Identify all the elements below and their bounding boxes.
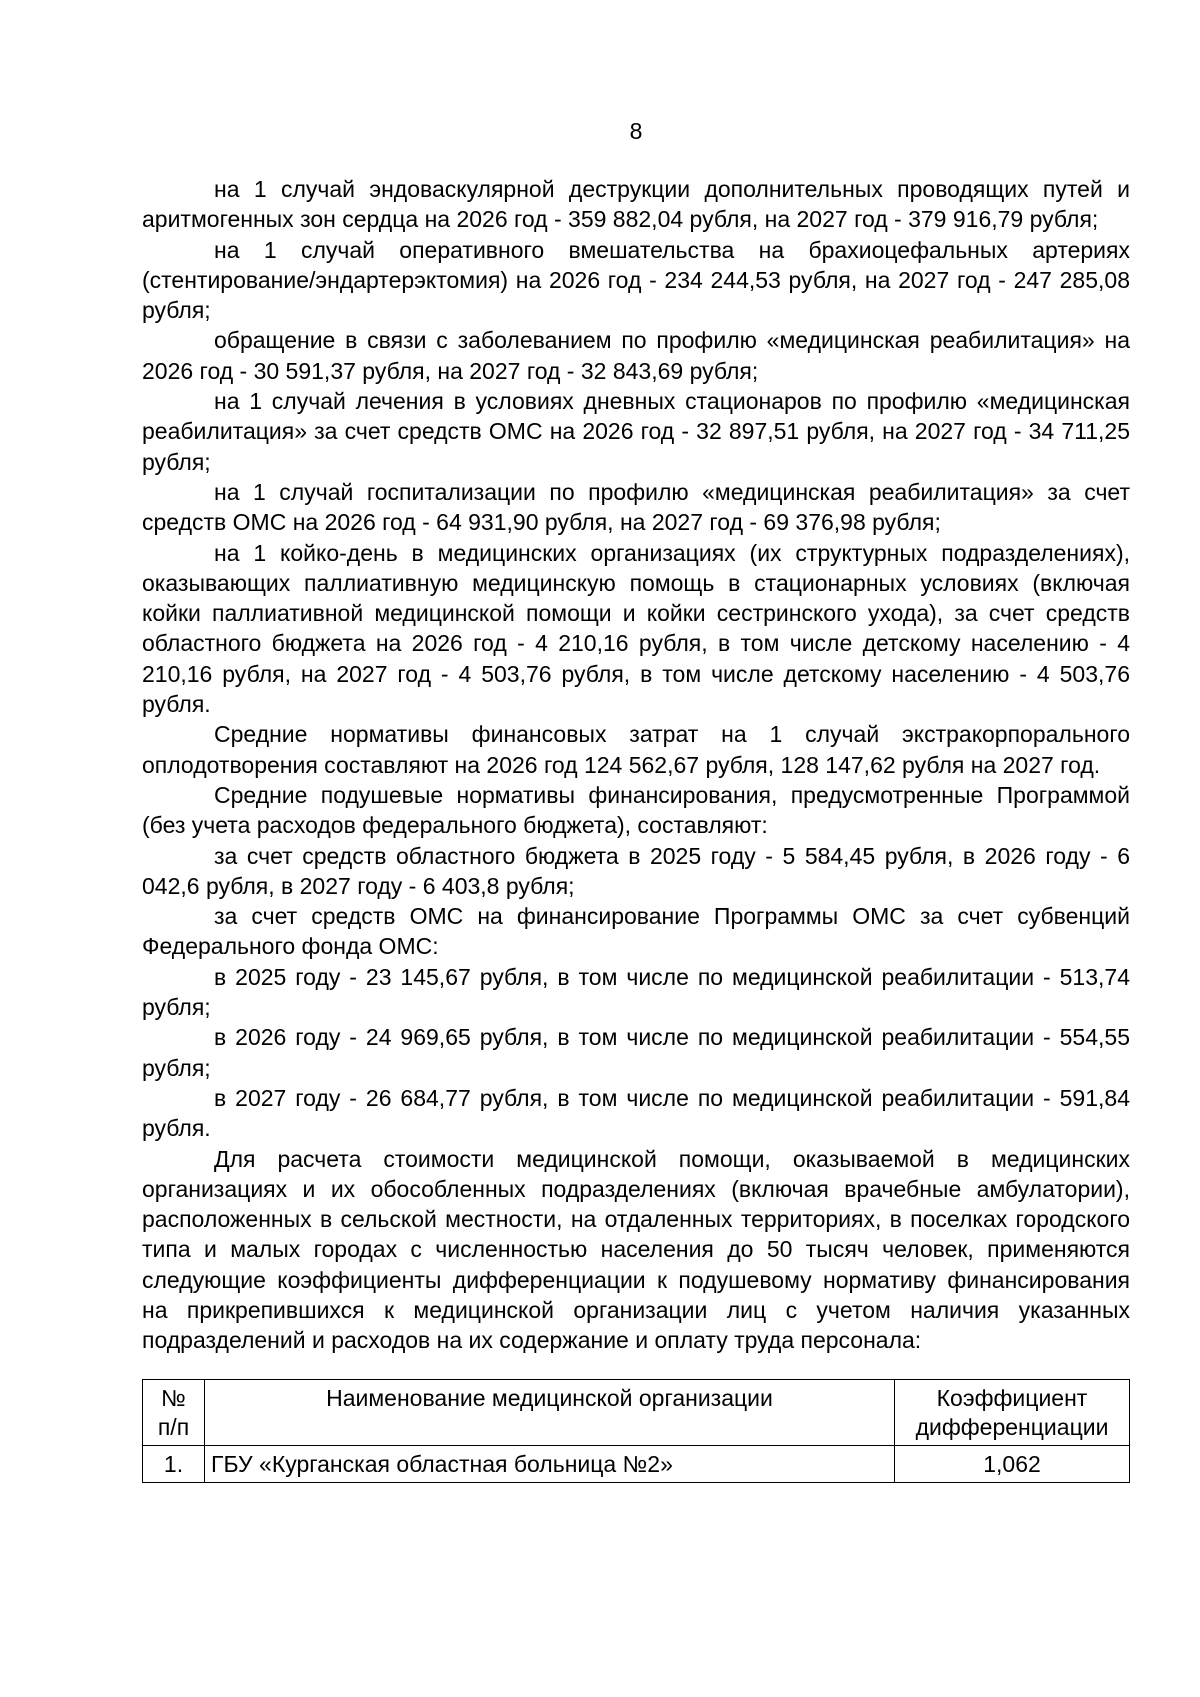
paragraph-oms-subventions: за счет средств ОМС на финансирование Программы ОМС за счет субвенций Федерального фонда ОМС: bbox=[142, 903, 1130, 960]
paragraph-oms-2026: в 2026 году - 24 969,65 рубля, в том числе по медицинской реабилитации - 554,55 рубля; bbox=[142, 1024, 1130, 1081]
table-row bbox=[143, 1445, 1130, 1482]
header-number: № п/п bbox=[143, 1379, 205, 1445]
row-coefficient: 1,062 bbox=[895, 1445, 1130, 1482]
paragraph-oms-2027: в 2027 году - 26 684,77 рубля, в том числе по медицинской реабилитации - 591,84 рубля. bbox=[142, 1084, 1130, 1142]
table-header-row bbox=[143, 1379, 1130, 1445]
paragraph-differentiation-coefficients: Для расчета стоимости медицинской помощи, оказываемой в медицинских организациях и их обособленных подразделениях (включая врачебные амбулатории), расположенных в сельской местности, на отдаленных территориях, в поселках городского типа и малых городах с численностью населения до 50 тысяч человек, применяются следующие коэффициенты дифференциации к подушевому нормативу финансирования на прикрепившихся к медицинской организации лиц с учетом наличия указанных подразделений и расходов на их содержание и оплату труда персонала: bbox=[142, 1145, 1130, 1354]
row-organization-name: ГБУ «Курганская областная больница №2» bbox=[205, 1445, 895, 1482]
paragraph-rehab-visit-cost: обращение в связи с заболеванием по профилю «медицинская реабилитация» на 2026 год - 30 591,37 рубля, на 2027 год - 32 843,69 рубля; bbox=[142, 327, 1130, 384]
coefficient-table bbox=[142, 1379, 1130, 1483]
paragraph-rehab-hospitalization-cost: на 1 случай госпитализации по профилю «медицинская реабилитация» за счет средств ОМС на 2026 год - 64 931,90 рубля, на 2027 год - 69 376,98 рубля; bbox=[142, 478, 1130, 536]
paragraph-oms-2025: в 2025 году - 23 145,67 рубля, в том числе по медицинской реабилитации - 513,74 рубля; bbox=[142, 963, 1130, 1021]
paragraph-regional-budget: за счет средств областного бюджета в 2025 году - 5 584,45 рубля, в 2026 году - 6 042,6 рубля, в 2027 году - 6 403,8 рубля; bbox=[142, 842, 1130, 899]
page-number: 8 bbox=[629, 118, 643, 144]
row-number: 1. bbox=[143, 1445, 205, 1482]
paragraph-ablation-cost: на 1 случай эндоваскулярной деструкции дополнительных проводящих путей и аритмогенных зон сердца на 2026 год - 359 882,04 рубля, на 2027 год - 379 916,79 рубля; bbox=[142, 176, 1130, 233]
header-coefficient: Коэффициент дифференциации bbox=[895, 1379, 1130, 1445]
paragraph-per-capita-intro: Средние подушевые нормативы финансирования, предусмотренные Программой (без учета расходов федерального бюджета), составляют: bbox=[142, 781, 1130, 839]
document-body bbox=[142, 174, 1130, 1356]
paragraph-brachiocephalic-cost: на 1 случай оперативного вмешательства на брахиоцефальных артериях (стентирование/эндартерэктомия) на 2026 год - 234 244,53 рубля, на 2027 год - 247 285,08 рубля; bbox=[142, 236, 1130, 324]
paragraph-ivf-cost: Средние нормативы финансовых затрат на 1 случай экстракорпорального оплодотворения составляют на 2026 год 124 562,67 рубля, 128 147,62 рубля на 2027 год. bbox=[142, 721, 1130, 778]
paragraph-rehab-day-hospital-cost: на 1 случай лечения в условиях дневных стационаров по профилю «медицинская реабилитация» за счет средств ОМС на 2026 год - 32 897,51 рубля, на 2027 год - 34 711,25 рубля; bbox=[142, 388, 1130, 475]
header-organization-name: Наименование медицинской организации bbox=[205, 1379, 895, 1445]
paragraph-palliative-bed-day-cost: на 1 койко-день в медицинских организациях (их структурных подразделениях), оказывающих паллиативную медицинскую помощь в стационарных условиях (включая койки паллиативной медицинской помощи и койки сестринского ухода), за счет средств областного бюджета на 2026 год - 4 210,16 рубля, в том числе детскому населению - 4 210,16 рубля, на 2027 год - 4 503,76 рубля, в том числе детскому населению - 4 503,76 рубля. bbox=[142, 539, 1130, 718]
